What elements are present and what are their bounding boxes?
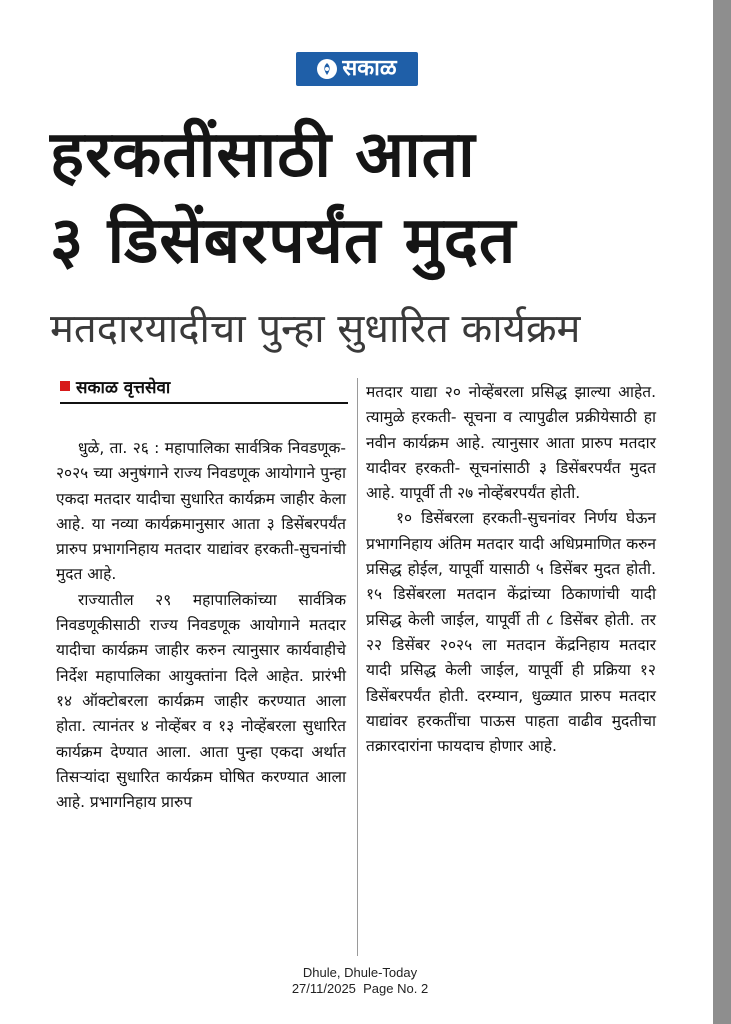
footer-edition: Dhule, Dhule-Today <box>302 965 418 980</box>
headline-line-2: ३ डिसेंबरपर्यंत मुदत <box>50 204 517 278</box>
subheadline: मतदारयादीचा पुन्हा सुधारित कार्यक्रम <box>50 306 581 352</box>
article-column-left <box>56 436 346 815</box>
paragraph: राज्यातील २९ महापालिकांच्या सार्वत्रिक निवडणूकीसाठी राज्य निवडणूक आयोगाने मतदार यादीचा कार्यक्रम जाहीर करुन त्यानुसार कार्यवाहीचे निर्देश महापालिका आयुक्तांना दिले आहेत. प्रारंभी १४ ऑक्टोबरला कार्यक्रम जाहीर करण्यात आला होता. त्यानंतर ४ नोव्हेंबर व १३ नोव्हेंबरला सुधारित कार्यक्रम देण्यात आला. आता पुन्हा एकदा अर्थात तिसऱ्यांदा सुधारित कार्यक्रम घोषित करण्यात आला आहे. प्रभागनिहाय प्रारुप <box>56 590 346 812</box>
sakal-emblem-icon <box>317 59 337 79</box>
headline-line-1: हरकतींसाठी आता <box>50 118 476 192</box>
article-column-right <box>366 380 656 759</box>
page-footer <box>230 965 490 997</box>
byline-divider <box>60 402 348 404</box>
paragraph: धुळे, ता. २६ : महापालिका सार्वत्रिक निवडणूक- २०२५ च्या अनुषंगाने राज्य निवडणूक आयोगाने पुन्हा एकदा मतदार यादीचा सुधारित कार्यक्रम जाहीर केला आहे. या नव्या कार्यक्रमानुसार आता ३ डिसेंबरपर्यंत प्रारुप प्रभागनिहाय मतदार याद्यांवर हरकती-सुचनांची मुदत आहे. <box>56 439 346 584</box>
headline <box>50 112 690 284</box>
paragraph: मतदार याद्या २० नोव्हेंबरला प्रसिद्ध झाल्या आहेत. त्यामुळे हरकती- सूचना व त्यापुढील प्रक्रीयेसाठी हा नवीन कार्यक्रम आहे. त्यानुसार आता प्रारुप मतदार यादीवर हरकती- सूचनांसाठी ३ डिसेंबरपर्यंत मुदत आहे. यापूर्वी ती २७ नोव्हेंबरपर्यंत होती. <box>366 383 656 503</box>
byline-marker-icon <box>60 381 70 391</box>
logo-text: सकाळ <box>342 56 397 81</box>
sakal-logo <box>296 52 418 86</box>
page-edge-bar <box>713 0 731 1024</box>
footer-date-page: 27/11/2025 Page No. 2 <box>291 981 429 996</box>
paragraph: १० डिसेंबरला हरकती-सुचनांवर निर्णय घेऊन प्रभागनिहाय अंतिम मतदार यादी अधिप्रमाणित करुन प्रसिद्ध होईल, यापूर्वी यासाठी ५ डिसेंबर मुदत होती. १५ डिसेंबरला मतदान केंद्रांच्या ठिकाणांची यादी प्रसिद्ध केली जाईल, यापूर्वी ती ८ डिसेंबर होती. तर २२ डिसेंबर २०२५ ला मतदान केंद्रनिहाय मतदार यादी प्रसिद्ध केली जाईल, यापूर्वी ही प्रक्रिया १२ डिसेंबरपर्यंत होती. दरम्यान, धुळ्यात प्रारुप मतदार याद्यांवर हरकतींचा पाऊस पाहता वाढीव मुदतीचा तक्रारदारांना फायदाच होणार आहे. <box>366 509 656 756</box>
column-divider <box>357 378 358 956</box>
byline <box>60 373 170 399</box>
byline-text: सकाळ वृत्तसेवा <box>76 377 171 398</box>
